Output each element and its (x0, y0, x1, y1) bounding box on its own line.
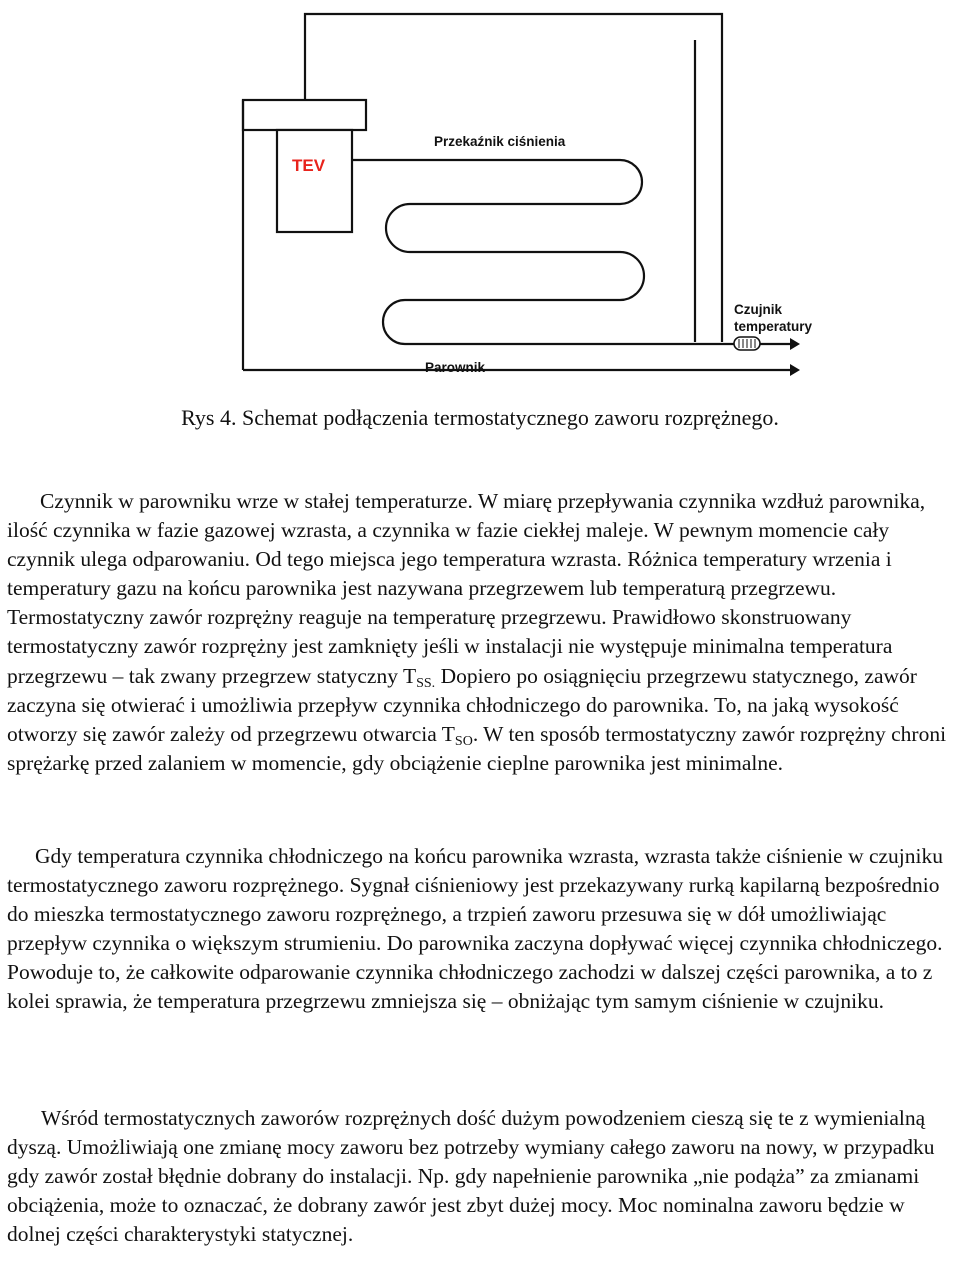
subscript-so: SO (454, 733, 473, 749)
valve-body (277, 130, 352, 232)
paragraph-2 (7, 842, 953, 1017)
paragraph-3 (7, 1104, 953, 1249)
paragraph-3-text: Wśród termostatycznych zaworów rozprężnych dość dużym powodzeniem cieszą się te z wymienialną dyszą. Umożliwiają one zmianę mocy zaworu bez potrzeby wymiany całego zaworu na nowy, w przypadku gdy zawór został błędnie dobrany do instalacji. Np. gdy napełnienie parownika „nie podąża” za zmianami obciążenia, może to oznaczać, że dobrany zawór jest zbyt dużej mocy. Moc nominalna zaworu będzie w dolnej części charakterystyki statycznej. (7, 1106, 935, 1247)
figure-caption: Rys 4. Schemat podłączenia termostatycznego zaworu rozprężnego. (181, 405, 779, 430)
tev-label: TEV (292, 156, 326, 175)
sensor-label-line1: Czujnik (734, 302, 783, 317)
paragraph-2-text: Gdy temperatura czynnika chłodniczego na końcu parownika wzrasta, wzrasta także ciśnienie w czujniku termostatycznego zaworu rozprężnego. Sygnał ciśnieniowy jest przekazywany rurką kapilarną bezpośrednio do mieszka termostatycznego zaworu rozprężnego, a trzpień zaworu przesuwa się w dół umożliwiając przepływ czynnika o większym strumieniu. Do parownika zaczyna dopływać więcej czynnika chłodniczego. Powoduje to, że całkowite odparowanie czynnika chłodniczego zachodzi w dalszej części parownika, a to z kolei sprawia, że temperatura przegrzewu zmniejsza się – obniżając tym samym ciśnienie w czujniku. (7, 844, 943, 1014)
paragraph-1-part3: . W ten sposób termostatyczny zawór rozprężny chroni sprężarkę przed zalaniem w momencie, gdy obciążenie cieplne parownika jest minimalne. (7, 721, 947, 775)
paragraph-1 (7, 487, 953, 778)
subscript-ss: SS. (416, 675, 436, 691)
temperature-sensor-bulb-icon (734, 337, 760, 350)
evaporator-coil (352, 160, 722, 344)
paragraph-1-part1: Czynnik w parowniku wrze w stałej temperaturze. W miarę przepływania czynnika wzdłuż parownika, ilość czynnika w fazie gazowej wzrasta, a czynnika w fazie ciekłej maleje. W pewnym momencie cały czynnik ulega odparowaniu. Od tego miejsca jego temperatura wzrasta. Różnica temperatury wrzenia i temperatury gazu na końcu parownika jest nazywana przegrzewem lub temperaturą przegrzewu. Termostatyczny zawór rozprężny reaguje na temperaturę przegrzewu. Prawidłowo skonstruowany termostatyczny zawór rozprężny jest zamknięty jeśli w instalacji nie występuje minimalna temperatura przegrzewu – tak zwany przegrzew statyczny T (7, 489, 926, 688)
capillary-line (305, 14, 722, 342)
bottom-arrow-icon (790, 364, 800, 376)
paragraph-1-part2: Dopiero po osiągnięciu przegrzewu statycznego, zawór zaczyna się otwierać i umożliwia przepływ czynnika chłodniczego do parownika. To, na jaką wysokość otworzy się zawór zależy od przegrzewu otwarcia T (7, 663, 917, 746)
evaporator-label: Parownik (425, 360, 486, 375)
outlet-arrow-icon (790, 338, 800, 350)
pressure-relay-label: Przekaźnik ciśnienia (434, 134, 566, 149)
tev-schematic-diagram (0, 0, 960, 390)
sensor-label-line2: temperatury (734, 319, 813, 334)
valve-head (243, 100, 366, 130)
